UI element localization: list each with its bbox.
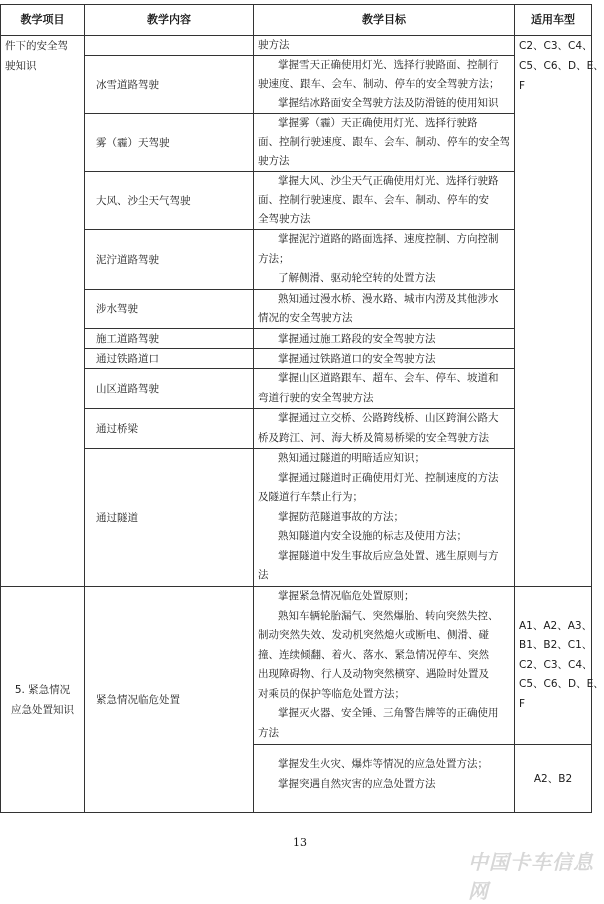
goal-line: 掌握灭火器、安全锤、三角警告牌等的正确使用 [278,707,499,719]
goal-line: 制动突然失效、发动机突然熄火或断电、侧滑、碰 [258,629,489,641]
content-cell: 通过铁路道口 [96,352,159,365]
watermark: 中国卡车信息网 [468,850,594,903]
goal-line: 掌握山区道路跟车、超车、会车、停车、坡道和 [278,372,499,384]
content-cell: 通过隧道 [96,511,138,524]
vehicle-lines [519,617,604,715]
goal-cell [258,172,513,229]
goal-line: 方法 [258,726,279,739]
goal-line: 掌握通过铁路道口的安全驾驶方法 [278,352,436,365]
goal-cell [258,755,513,805]
goal-cell [258,329,513,348]
header-project: 教学项目 [20,13,65,26]
vehicle-line: F [519,697,526,710]
header-content: 教学内容 [147,13,191,26]
vehicle-line: C5、C6、D、E、 [519,60,604,72]
goal-line: 掌握通过立交桥、公路跨线桥、山区跨涧公路大 [278,412,499,424]
goal-line: 掌握通过施工路段的安全驾驶方法 [278,332,436,345]
goal-line: 熟知通过隧道的明暗适应知识； [278,452,425,464]
page-number: 13 [293,836,307,849]
vehicle-line: C2、C3、C4、 [519,40,593,52]
goal-line: 掌握隧道中发生事故后应急处置、逃生原则与方 [278,549,499,562]
goal-line: 掌握结冰路面安全驾驶方法及防滑链的使用知识 [278,97,499,109]
goal-line: 面、控制行驶速度、跟车、会车、制动、停车的安全驾 [258,136,510,148]
project-cell-4 [5,36,83,76]
content-cell: 通过桥梁 [96,422,138,435]
goal-line: 熟知隧道内安全设施的标志及使用方法； [278,530,467,542]
goal-line: 法 [258,569,269,581]
goal-line: 掌握突遇自然灾害的应急处置方法 [278,777,436,790]
goal-cell [258,36,513,55]
goal-cell [258,349,513,368]
goal-line: 方法； [258,252,290,265]
content-cell: 冰雪道路驾驶 [96,78,159,91]
content-cell: 山区道路驾驶 [96,382,159,395]
project-line: 应急处置知识 [11,703,74,716]
goal-line: 对乘员的保护等临危处置方法； [258,687,405,700]
project-line: 件下的安全驾 [5,40,68,52]
vehicle-line: C2、C3、C4、 [519,658,593,671]
goal-line: 撞、连续倾翻、着火、落水、紧急情况停车、突然 [258,648,489,661]
goal-cell [258,230,513,289]
goal-cell [258,587,513,744]
goal-cell [258,369,513,408]
header-vehicle: 适用车型 [531,13,575,26]
content-cell: 涉水驾驶 [96,303,138,315]
goal-cell [258,290,513,328]
goal-line: 熟知通过漫水桥、漫水路、城市内涝及其他涉水 [278,293,499,305]
goal-line: 桥及跨江、河、海大桥及简易桥梁的安全驾驶方法 [258,431,489,444]
goal-line: 掌握雾（霾）天正确使用灯光、选择行驶路 [278,117,478,129]
project-line: 5. 紧急情况 [14,683,71,696]
project-line: 驶知识 [5,60,37,72]
goal-line: 掌握通过隧道时正确使用灯光、控制速度的方法 [278,471,499,484]
goal-line: 熟知车辆轮胎漏气、突然爆胎、转向突然失控、 [278,609,499,622]
goal-cell [258,114,513,171]
goal-line: 掌握发生火灾、爆炸等情况的应急处置方法； [278,758,488,770]
vehicle-line: A1、A2、A3、 [519,619,593,632]
goal-cell [258,449,513,586]
vehicle-cell [519,587,604,744]
header-goal: 教学目标 [362,13,406,26]
goal-line: 全驾驶方法 [258,213,311,225]
goal-line: 掌握雪天正确使用灯光、选择行驶路面、控制行 [278,59,499,71]
content-cell: 大风、沙尘天气驾驶 [96,194,191,207]
goal-line: 驶速度、跟车、会车、制动、停车的安全驾驶方法； [258,78,500,90]
goal-cell [258,409,513,448]
goal-line: 及隧道行车禁止行为； [258,491,363,503]
project-cell-5 [1,587,84,812]
vehicle-cell-4 [519,36,604,96]
vehicle-cell: A2、B2 [533,772,573,785]
goal-line: 驶方法 [258,39,290,51]
content-cell: 泥泞道路驾驶 [96,253,159,266]
goal-line: 掌握防范隧道事故的方法； [278,510,404,523]
vehicle-line: C5、C6、D、E、 [519,678,604,691]
goal-line: 掌握大风、沙尘天气正确使用灯光、选择行驶路 [278,175,499,187]
vehicle-line: B1、B2、C1、 [519,639,593,652]
goal-line: 面、控制行驶速度、跟车、会车、制动、停车的安 [258,194,489,206]
goal-cell [258,56,513,113]
goal-line: 掌握紧急情况临危处置原则； [278,590,415,602]
goal-line: 出现障碍物、行人及动物突然横穿、遇险时处置及 [258,668,489,680]
goal-line: 了解侧滑、驱动轮空转的处置方法 [278,272,436,284]
goal-line: 掌握泥泞道路的路面选择、速度控制、方向控制 [278,233,499,245]
goal-line: 驶方法 [258,155,290,167]
content-cell: 雾（霾）天驾驶 [96,136,170,149]
goal-line: 情况的安全驾驶方法 [258,312,353,324]
content-cell: 施工道路驾驶 [96,332,159,345]
vehicle-line: F [519,80,526,92]
content-cell: 紧急情况临危处置 [96,693,180,706]
goal-line: 弯道行驶的安全驾驶方法 [258,391,374,404]
